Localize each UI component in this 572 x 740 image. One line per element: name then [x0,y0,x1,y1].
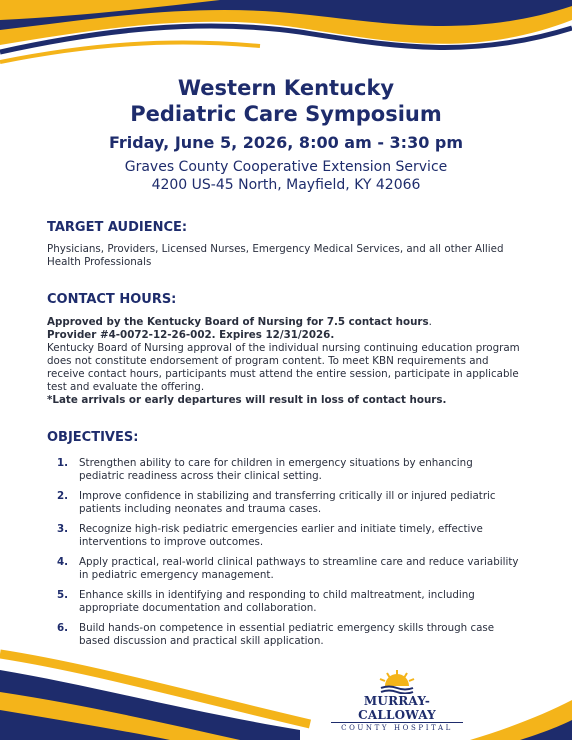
objective-number: 6. [57,622,69,634]
hospital-name: MURRAY-CALLOWAY [358,694,436,722]
objective-item [47,490,527,516]
event-title-line1: Western Kentucky [177,76,395,100]
approval-statement: Approved by the Kentucky Board of Nursing for 7.5 contact hours [47,316,429,328]
approval-period: . [428,316,432,328]
venue-address: 4200 US-45 North, Mayfield, KY 42066 [151,177,421,193]
event-title-line2: Pediatric Care Symposium [130,102,442,126]
provider-number: Provider #4-0072-12-26-002. Expires 12/31/2026. [47,329,335,341]
objective-number: 5. [57,589,69,601]
target-audience-section [47,220,527,269]
event-header [0,75,572,194]
sunrise-logo-icon [375,668,419,694]
objectives-heading: OBJECTIVES: [47,430,139,445]
objectives-list [47,457,527,648]
objective-text: Improve confidence in stabilizing and transferring critically ill or injured pediatric patients including neonates and trauma cases. [79,490,496,515]
event-date-time: Friday, June 5, 2026, 8:00 am - 3:30 pm [108,133,464,152]
hospital-subtitle: COUNTY HOSPITAL [331,722,463,732]
objective-text: Build hands-on competence in essential pediatric emergency skills through case based discussion and practical skill application. [79,622,495,647]
objective-number: 2. [57,490,69,502]
objective-number: 4. [57,556,69,568]
hospital-logo [327,668,467,732]
objective-item [47,589,527,615]
objective-number: 1. [57,457,69,469]
objective-item [47,523,527,549]
kbn-disclaimer: Kentucky Board of Nursing approval of the individual nursing continuing education program does not constitute endorsement of program content. To meet KBN requirements and receive contact hours, participants must attend the entire session, participate in applicable test and evaluate the offering. [47,342,520,393]
objective-text: Recognize high-risk pediatric emergencies earlier and initiate timely, effective interventions to improve outcomes. [79,523,483,548]
target-audience-heading: TARGET AUDIENCE: [47,220,188,235]
late-arrival-notice: *Late arrivals or early departures will result in loss of contact hours. [47,394,447,406]
contact-hours-heading: CONTACT HOURS: [47,292,177,307]
bottom-wave-decoration [0,640,572,740]
objective-text: Strengthen ability to care for children in emergency situations by enhancing pediatric readiness across their clinical setting. [79,457,473,482]
event-venue [0,158,572,194]
objectives-section [47,430,527,655]
objective-text: Apply practical, real-world clinical pathways to streamline care and reduce variability in pediatric emergency management. [79,556,519,581]
contact-hours-body [47,316,527,407]
objective-text: Enhance skills in identifying and responding to child maltreatment, including appropriate documentation and collaboration. [79,589,475,614]
venue-name: Graves County Cooperative Extension Service [124,159,448,175]
objective-item [47,457,527,483]
objective-item [47,556,527,582]
contact-hours-section [47,292,527,407]
target-audience-text: Physicians, Providers, Licensed Nurses, Emergency Medical Services, and all other Allied Health Professionals [47,243,504,268]
objective-number: 3. [57,523,69,535]
